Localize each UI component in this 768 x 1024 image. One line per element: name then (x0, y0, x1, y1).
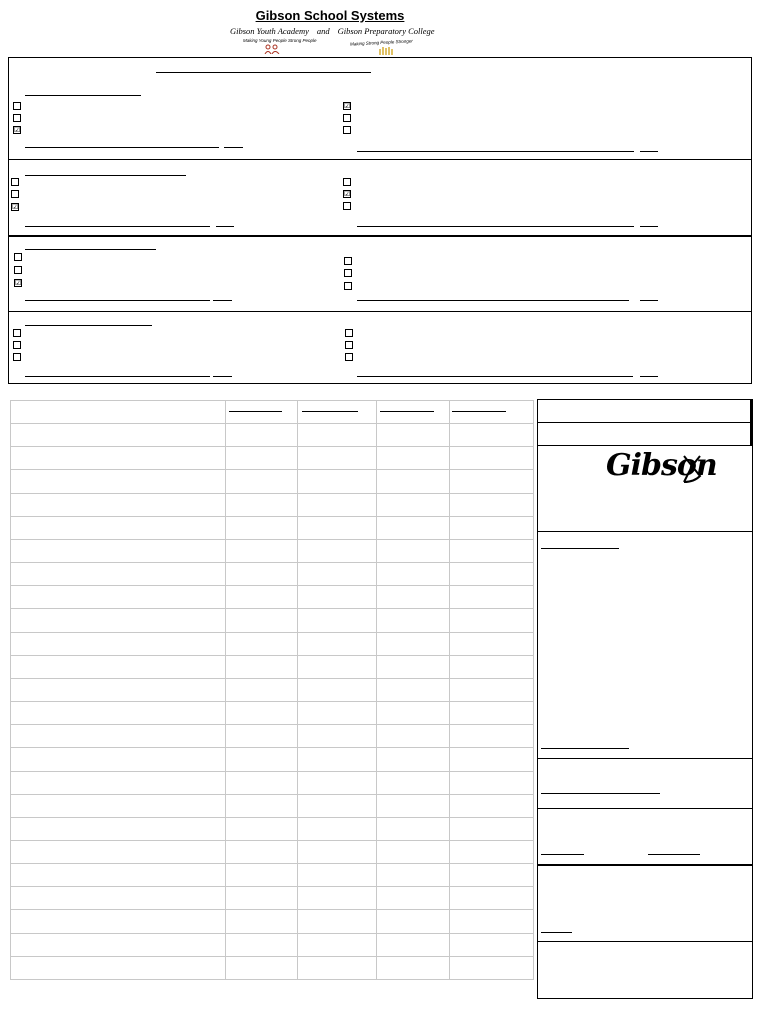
checkbox-checked[interactable]: ☑ (14, 127, 21, 134)
table-cell[interactable] (298, 725, 377, 748)
table-cell[interactable] (225, 956, 298, 979)
checkbox[interactable] (11, 178, 19, 186)
field-line (541, 748, 629, 749)
table-cell[interactable] (11, 493, 226, 516)
table-cell[interactable] (11, 725, 226, 748)
table-cell[interactable] (377, 539, 450, 562)
table-cell[interactable] (225, 725, 298, 748)
table-cell[interactable] (11, 771, 226, 794)
table-cell[interactable] (377, 702, 450, 725)
short-answer-line (213, 300, 232, 301)
checkbox[interactable] (13, 102, 21, 110)
table-cell[interactable] (298, 563, 377, 586)
table-cell[interactable] (450, 632, 534, 655)
field-line (541, 548, 619, 549)
checkbox[interactable] (343, 178, 351, 186)
table-cell[interactable] (11, 748, 226, 771)
table-cell[interactable] (225, 493, 298, 516)
panel-divider (537, 758, 753, 759)
table-cell[interactable] (377, 447, 450, 470)
table-cell[interactable] (298, 771, 377, 794)
table-cell[interactable] (450, 794, 534, 817)
table-cell[interactable] (450, 771, 534, 794)
table-cell[interactable] (11, 516, 226, 539)
section-heading-line (25, 249, 156, 250)
table-cell[interactable] (11, 563, 226, 586)
table-cell[interactable] (225, 864, 298, 887)
school-a-name: Gibson Youth Academy (230, 26, 309, 36)
table-cell[interactable] (377, 493, 450, 516)
checkbox[interactable] (11, 190, 19, 198)
section-heading-line (25, 175, 186, 176)
table-cell[interactable] (225, 933, 298, 956)
table-cell[interactable] (298, 702, 377, 725)
table-cell[interactable] (377, 401, 450, 424)
checkbox-checked[interactable]: ☑ (344, 103, 351, 110)
column-header-line (302, 411, 358, 412)
checkbox[interactable] (13, 341, 21, 349)
table-cell[interactable] (298, 748, 377, 771)
table-cell[interactable] (225, 632, 298, 655)
table-cell[interactable] (377, 933, 450, 956)
checkbox[interactable] (344, 269, 352, 277)
table-row (11, 887, 534, 910)
table-cell[interactable] (450, 655, 534, 678)
checkbox[interactable] (13, 329, 21, 337)
answer-line (25, 376, 210, 377)
table-cell[interactable] (377, 678, 450, 701)
table-cell[interactable] (298, 632, 377, 655)
table-cell[interactable] (225, 563, 298, 586)
table-cell[interactable] (450, 424, 534, 447)
checkbox[interactable] (14, 266, 22, 274)
panel-divider (537, 808, 753, 809)
table-row (11, 840, 534, 863)
table-row (11, 655, 534, 678)
section-heading-line (25, 95, 141, 96)
summary-panel (537, 399, 753, 999)
table-cell[interactable] (450, 493, 534, 516)
school-names (230, 26, 440, 36)
checkbox[interactable] (345, 341, 353, 349)
table-cell[interactable] (225, 470, 298, 493)
table-cell[interactable] (450, 910, 534, 933)
table-cell[interactable] (11, 470, 226, 493)
checkbox[interactable] (13, 114, 21, 122)
checkbox[interactable] (343, 114, 351, 122)
answer-line (25, 226, 210, 227)
table-cell[interactable] (450, 447, 534, 470)
table-row (11, 586, 534, 609)
panel-title-line (156, 72, 371, 73)
table-cell[interactable] (377, 609, 450, 632)
table-cell[interactable] (11, 632, 226, 655)
short-answer-line (640, 151, 658, 152)
table-cell[interactable] (450, 702, 534, 725)
table-cell[interactable] (377, 956, 450, 979)
short-answer-line (224, 147, 243, 148)
table-cell[interactable] (11, 864, 226, 887)
tagline-a: Making Young People Strong People (243, 38, 317, 43)
table-row (11, 401, 534, 424)
table-cell[interactable] (377, 748, 450, 771)
table-cell[interactable] (225, 887, 298, 910)
table-cell[interactable] (11, 447, 226, 470)
flower-icon (680, 452, 704, 491)
table-cell[interactable] (450, 539, 534, 562)
table-row (11, 470, 534, 493)
checkbox[interactable] (14, 253, 22, 261)
table-cell[interactable] (377, 563, 450, 586)
table-cell[interactable] (225, 910, 298, 933)
table-cell[interactable] (298, 493, 377, 516)
table-cell[interactable] (11, 655, 226, 678)
table-row (11, 678, 534, 701)
table-cell[interactable] (298, 516, 377, 539)
school-b-name: Gibson Preparatory College (337, 26, 435, 36)
panel-divider (537, 864, 753, 866)
table-cell[interactable] (377, 516, 450, 539)
checkbox-checked[interactable]: ☑ (15, 280, 22, 287)
table-cell[interactable] (377, 887, 450, 910)
table-cell[interactable] (11, 840, 226, 863)
table-cell[interactable] (450, 887, 534, 910)
table-cell[interactable] (298, 956, 377, 979)
table-cell[interactable] (450, 864, 534, 887)
table-cell[interactable] (450, 817, 534, 840)
short-answer-line (640, 226, 658, 227)
field-line (541, 793, 660, 794)
table-row (11, 516, 534, 539)
section-divider (9, 159, 751, 160)
table-cell[interactable] (377, 586, 450, 609)
table-row (11, 632, 534, 655)
table-row (11, 956, 534, 979)
checkbox[interactable] (13, 353, 21, 361)
table-cell[interactable] (377, 470, 450, 493)
table-cell[interactable] (450, 840, 534, 863)
signature: Gibson (606, 448, 717, 483)
table-cell[interactable] (298, 678, 377, 701)
short-answer-line (640, 376, 658, 377)
table-cell[interactable] (377, 632, 450, 655)
tagline-b: Making Strong People Stronger (349, 38, 413, 47)
checkbox-checked[interactable]: ☑ (344, 191, 351, 198)
table-cell[interactable] (11, 401, 226, 424)
table-cell[interactable] (450, 748, 534, 771)
short-answer-line (216, 226, 234, 227)
checkbox[interactable] (343, 202, 351, 210)
table-row (11, 933, 534, 956)
section-heading-line (25, 325, 152, 326)
short-answer-line (640, 300, 658, 301)
table-cell[interactable] (377, 771, 450, 794)
table-cell[interactable] (11, 910, 226, 933)
table-cell[interactable] (450, 609, 534, 632)
school-system-title: Gibson School Systems (255, 8, 405, 23)
table-cell[interactable] (450, 956, 534, 979)
table-cell[interactable] (225, 424, 298, 447)
conjunction: and (316, 26, 330, 36)
table-row (11, 539, 534, 562)
table-cell[interactable] (298, 586, 377, 609)
table-cell[interactable] (225, 609, 298, 632)
table-cell[interactable] (11, 956, 226, 979)
table-cell[interactable] (225, 586, 298, 609)
checkbox[interactable] (343, 126, 351, 134)
college-logo-icon (378, 45, 394, 57)
table-cell[interactable] (11, 609, 226, 632)
table-cell[interactable] (11, 678, 226, 701)
table-cell[interactable] (225, 516, 298, 539)
table-cell[interactable] (11, 424, 226, 447)
panel-divider (537, 422, 753, 423)
table-cell[interactable] (11, 933, 226, 956)
table-row (11, 702, 534, 725)
table-cell[interactable] (225, 447, 298, 470)
table-cell[interactable] (377, 655, 450, 678)
field-line (648, 854, 700, 855)
table-cell[interactable] (450, 470, 534, 493)
table-cell[interactable] (450, 516, 534, 539)
table-row (11, 771, 534, 794)
section-divider (9, 311, 751, 312)
table-cell[interactable] (377, 424, 450, 447)
table-cell[interactable] (298, 539, 377, 562)
section-divider (9, 235, 751, 237)
field-line (541, 932, 572, 933)
table-cell[interactable] (11, 586, 226, 609)
table-cell[interactable] (377, 910, 450, 933)
table-cell[interactable] (377, 817, 450, 840)
academy-logo-icon (264, 44, 280, 56)
answer-line (357, 300, 629, 301)
table-row (11, 748, 534, 771)
table-cell[interactable] (298, 609, 377, 632)
panel-divider (537, 445, 753, 446)
table-cell[interactable] (225, 539, 298, 562)
table-row (11, 725, 534, 748)
panel-divider (537, 531, 753, 532)
table-cell[interactable] (377, 864, 450, 887)
short-answer-line (213, 376, 232, 377)
table-cell[interactable] (450, 678, 534, 701)
table-cell[interactable] (450, 563, 534, 586)
table-cell[interactable] (298, 794, 377, 817)
record-grid (10, 400, 534, 980)
checkbox[interactable] (344, 257, 352, 265)
table-cell[interactable] (298, 887, 377, 910)
table-cell[interactable] (225, 702, 298, 725)
table-cell[interactable] (11, 817, 226, 840)
table-cell[interactable] (450, 586, 534, 609)
checkbox[interactable] (345, 329, 353, 337)
table-cell[interactable] (450, 725, 534, 748)
answer-line (25, 300, 210, 301)
table-cell[interactable] (11, 702, 226, 725)
table-row (11, 864, 534, 887)
checkbox[interactable] (344, 282, 352, 290)
table-row (11, 609, 534, 632)
table-cell[interactable] (298, 447, 377, 470)
table-cell[interactable] (11, 794, 226, 817)
column-header-line (380, 411, 434, 412)
checkbox[interactable] (345, 353, 353, 361)
table-cell[interactable] (377, 725, 450, 748)
table-cell[interactable] (225, 794, 298, 817)
answer-line (357, 376, 633, 377)
table-cell[interactable] (450, 933, 534, 956)
table-cell[interactable] (298, 817, 377, 840)
field-line (541, 854, 584, 855)
table-row (11, 794, 534, 817)
table-cell[interactable] (225, 840, 298, 863)
table-cell[interactable] (377, 794, 450, 817)
table-cell[interactable] (225, 748, 298, 771)
table-cell[interactable] (377, 840, 450, 863)
table-cell[interactable] (298, 470, 377, 493)
table-cell[interactable] (450, 401, 534, 424)
answer-line (357, 151, 634, 152)
table-cell[interactable] (298, 840, 377, 863)
table-row (11, 910, 534, 933)
table-cell[interactable] (11, 539, 226, 562)
table-cell[interactable] (298, 655, 377, 678)
answer-line (25, 147, 219, 148)
table-cell[interactable] (298, 401, 377, 424)
table-cell[interactable] (225, 771, 298, 794)
table-cell[interactable] (298, 910, 377, 933)
panel-divider (537, 941, 753, 942)
table-row (11, 447, 534, 470)
table-cell[interactable] (225, 655, 298, 678)
table-cell[interactable] (298, 864, 377, 887)
table-cell[interactable] (11, 887, 226, 910)
table-row (11, 817, 534, 840)
table-cell[interactable] (225, 817, 298, 840)
checklist-panel (8, 57, 752, 384)
table-row (11, 493, 534, 516)
table-cell[interactable] (225, 678, 298, 701)
checkbox-checked[interactable]: ☑ (12, 204, 19, 211)
answer-line (357, 226, 634, 227)
table-cell[interactable] (298, 424, 377, 447)
table-row (11, 563, 534, 586)
table-cell[interactable] (298, 933, 377, 956)
column-header-line (229, 411, 282, 412)
column-header-line (452, 411, 506, 412)
table-row (11, 424, 534, 447)
table-cell[interactable] (225, 401, 298, 424)
